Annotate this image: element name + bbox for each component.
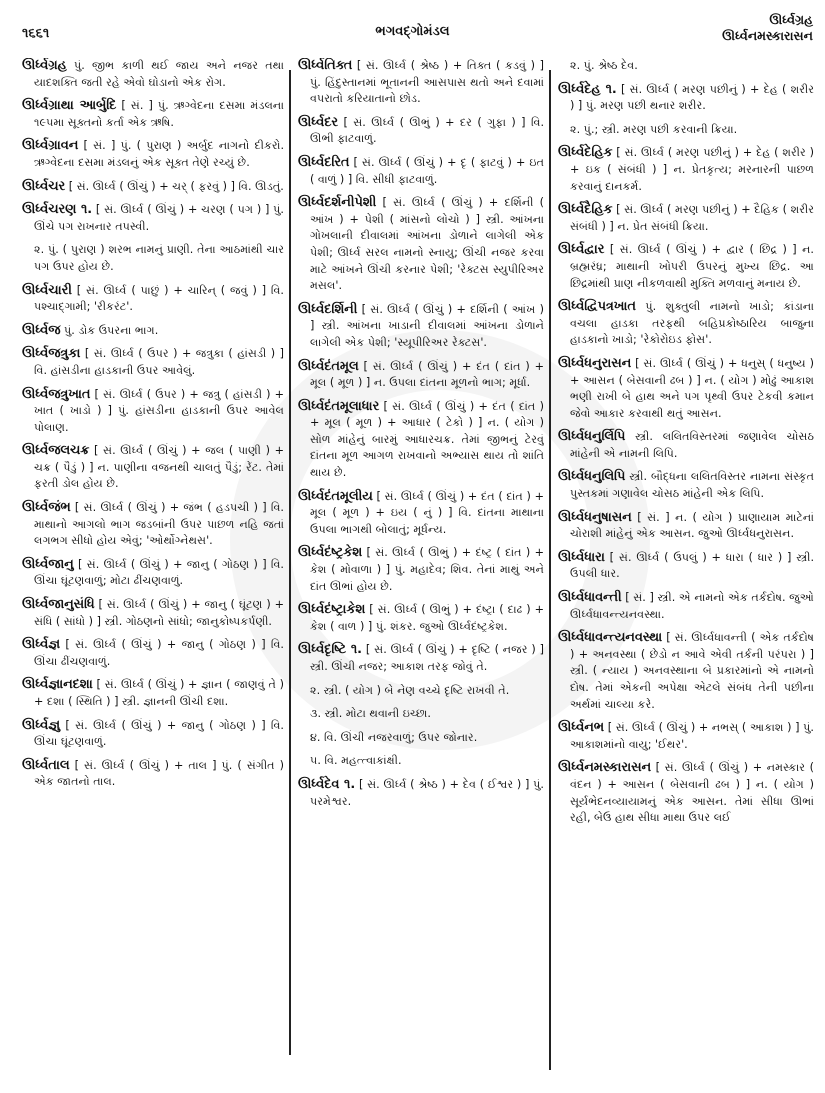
column-1 — [22, 58, 284, 1093]
definition: [ સં. ઊર્ધ્વ ( મરણ પછીનું ) + દેહ ( શરીર ) ] પું. મરણ પછી થનાર શરીર. — [570, 82, 814, 113]
headword: ઊર્ધ્વગ્રાથા આર્બુદિ — [22, 98, 117, 114]
dictionary-columns — [0, 58, 825, 1093]
definition: [ સં. ઊર્ધ્વ ( શ્રેષ્ઠ ) + તિક્ત ( કડવું ) ] પું. હિંદુસ્તાનમાં ભૂતાનની આસપાસ થતો અને દવામાં વપરાતો કરિયાતાનો છોડ. — [310, 59, 544, 106]
dictionary-entry — [558, 469, 814, 502]
definition: પું. શુક્તુલી નામનો ખાડો; કાંડાના વચલા હાડકા તરફથી બહિપ્રકોષ્ઠારિય બાજુના હાડકાનો ખાડો; 'રેકોરોઇડ ફોસ'. — [570, 300, 814, 347]
dictionary-entry — [298, 195, 544, 295]
dictionary-entry — [558, 356, 814, 422]
headword: ઊર્ધ્વજંભ — [22, 500, 71, 516]
headword: ઊર્ધ્વદ્વિપત્રખાત — [558, 299, 636, 315]
headword: ઊર્ધ્વજ્ઞાનદશા — [22, 677, 93, 693]
dictionary-entry — [558, 299, 814, 349]
dictionary-entry — [22, 138, 284, 171]
dictionary-entry — [22, 557, 284, 590]
headword: ઊર્ધ્વતિક્ત — [298, 58, 353, 73]
definition: [ સં. ઊર્ધ્વ ( ઉપર ) + જત્રુ ( હાંસડી ) + ખાત ( ખાડો ) ] પું. હાંસડીના હાડકાની ઉપર આવેલ પોલાણ. — [34, 387, 284, 434]
dictionary-entry — [22, 677, 284, 710]
definition: [ સં. ઊર્ધ્વ ( ઉપર ) + જત્રુકા ( હાંસડી ) ] વિ. હાંસડીના હાડકાની ઉપર આવેલું. — [34, 347, 284, 377]
headword: ઊર્ધ્વદર્શિની — [298, 301, 358, 317]
page-number: ૧૬૬૧ — [22, 26, 50, 41]
headword: ઊર્ધ્વદેહિક — [558, 145, 613, 161]
definition: [ સં. ઊર્ધ્વ ( ઊંચું ) + નમસ્કાર ( વંદન ) + આસન ( બેસવાની ઢબ ) ] ન. ( યોગ ) સૂર્યભેદનવ્યાયામનું એક આસન. તેમાં સીધા ઊભાં રહી, બેઉ હાથ સીધા માથા ઉપર લઈ — [570, 761, 814, 825]
dictionary-entry — [298, 115, 544, 148]
headword: ઊર્ધ્વદર — [298, 114, 339, 130]
book-title: ભગવદ્ગોમંડલ — [375, 24, 450, 39]
headword: ઊર્ધ્વચર — [22, 178, 66, 194]
dictionary-entry — [22, 323, 284, 340]
dictionary-entry — [558, 145, 814, 195]
definition: [ સં. ઊર્ધ્વ ( ઊંચું ) + ચરણ ( પગ ) ] પું. ઊંચે પગ રાખનાર તપસ્વી. — [34, 203, 284, 233]
dictionary-sense: ૫. વિ. મહત્ત્વાકાંક્ષી. — [310, 754, 402, 768]
dictionary-entry — [298, 58, 544, 108]
dictionary-entry — [558, 630, 814, 713]
definition: [ સં. ઊર્ધ્વ ( ઊંચું ) + દર્શિની ( આંખ ) + પેશી ( માંસનો લોચો ) ] સ્ત્રી. આંખના ગોખલાની દીવાલમાં આંખના ડોળાને લાગેલી એક પેશી; ઊર્ધ્વ સરલ નામનો સ્નાયુ; ઊંચી નજર કરવા માટે આંખને ઊંચી કરનાર પેશી; 'રેક્ટસ સ્યુપીરિઅર મસલ'. — [310, 196, 544, 293]
headword: ઊર્ધ્વધનુલિપિ — [558, 469, 626, 485]
headword: ઊર્ધ્વજ્ઞ — [22, 637, 60, 653]
headword: ઊર્ધ્વદર્શનીપેશી — [298, 195, 377, 211]
dictionary-entry — [298, 489, 544, 539]
definition: [ સં. ] પું. ઋગ્વેદના દસમા મંડલના ૧૯૫મા સૂક્તનો કર્તા એક ઋષિ. — [34, 99, 284, 129]
dictionary-entry — [22, 98, 284, 131]
definition: [ સં. ઊર્ધ્વ ( ઊંચું ) + જાનુ ( ગોઠણ ) ] વિ. ઊંચા ઘૂંટણવાળું; મોટા ઢીંચણવાળું. — [34, 557, 284, 588]
dictionary-entry — [22, 58, 284, 91]
dictionary-entry — [22, 202, 284, 235]
dictionary-entry — [298, 155, 544, 188]
definition: [ સં. ઊર્ધ્વ ( ઊંચું ) + ધનુસ્ ( ધનુષ્ય ) + આસન ( બેસવાની ઢબ ) ] ન. ( યોગ ) મોઢું આકાશ ભણી રાખી બે હાથ અને પગ પૃથ્વી ઉપર ટેકવી કમાન જેવો આકાર કરવાથી થતું આસન. — [570, 356, 814, 420]
definition: [ સં. ઊર્ધ્વ ( ઊંચું ) + દંત ( દાંત ) + મૂલ ( મૂળ ) + આધાર ( ટેકો ) ] ન. ( યોગ ) સોળ માંહેનું બારમું આધારચક્ર. તેમાં જીભનું ટેરવું દાંતના મૂળ આગળ રાખવાનો અભ્યાસ થાય તો શાંતિ થાય છે. — [310, 399, 544, 480]
headword: ઊર્ધ્વદંતમૂલાધાર — [298, 398, 380, 414]
definition: [ સં. ઊર્ધ્વ ( શ્રેષ્ઠ ) + દેવ ( ઈશ્વર ) ] પું. પરમેશ્વર. — [310, 777, 544, 808]
dictionary-entry — [558, 242, 814, 292]
dictionary-entry — [298, 399, 544, 482]
definition: [ સં. ઊર્ધ્વ ( મરણ પછીનું ) + દેહ ( શરીર ) + ઇક ( સંબંધી ) ] ન. પ્રેતકૃત્ય; મરનારની પાછળ કરવાનું દાનકર્મ. — [570, 146, 814, 193]
definition: [ સં. ઊર્ધ્વ ( ઊંચું ) + દંત ( દાંત ) + મૂલ ( મૂળ ) + ઇય ( નું ) ] વિ. દાંતના માથાના ઉપલા ભાગથી બોલાતું; મૂર્ધન્ય. — [310, 489, 544, 536]
dictionary-sense: ૪. વિ. ઊંચી નજરવાળું; ઉપર જોનાર. — [310, 730, 478, 744]
dictionary-entry — [22, 637, 284, 670]
headword: ઊર્ધ્વધારા — [558, 549, 605, 565]
dictionary-entry — [298, 777, 544, 810]
dictionary-entry — [298, 302, 544, 352]
definition: [ સં. ઊર્ધ્વ ( ઊંચું ) + દંત ( દાંત ) + મૂલ ( મૂળ ) ] ન. ઉપલા દાંતના મૂળનો ભાગ; મૂર્ધા. — [310, 359, 544, 390]
headword: ઊર્ધ્વજત્રુખાત — [22, 386, 91, 402]
definition: [ સં. ઊર્ધ્વ ( ઊભું ) + દંષ્ટ્રા ( દાઢ ) + કેશ ( વાળ ) ] પું. શંકર. જુઓ ઊર્ધ્વદંષ્ટ્રકેશ. — [310, 603, 544, 633]
dictionary-entry — [22, 758, 284, 791]
headword: ઊર્ધ્વજ — [22, 322, 61, 338]
headword: ઊર્ધ્વગ્રાવન — [22, 138, 79, 154]
definition: [ સં. ઊર્ધ્વ ( ઊંચું ) + જ્ઞાન ( જાણવું તે ) + દશા ( સ્થિતિ ) ] સ્ત્રી. જ્ઞાનની ઊંચી દશા. — [34, 678, 284, 708]
definition: સ્ત્રી. લલિતવિસ્તરમાં જણાવેલ ચોસઠ માંહેની એ નામની લિપિ. — [570, 430, 814, 460]
dictionary-entry — [558, 202, 814, 235]
headword: ઊર્ધ્વધાવન્ત્યનવસ્થા — [558, 630, 663, 646]
headword: ઊર્ધ્વદૃષ્ટિ ૧. — [298, 642, 363, 658]
dictionary-entry — [22, 718, 284, 751]
definition: [ સં. ઊર્ધ્વ ( ઊંચું ) + જલ ( પાણી ) + ચક્ર ( પૈડું ) ] ન. પાણીના વજનથી ચાલતું પૈડું; રેંટ. તેમાં ફરતી ડોલ હોય છે. — [34, 444, 284, 491]
headword: ઊર્ધ્વજલચક્ર — [22, 443, 90, 459]
headword: ઊર્ધ્વદેહ ૧. — [558, 81, 617, 97]
definition: [ સં. ઊર્ધ્વ ( ઊંચું ) + દૃ ( ફાટવું ) + ઇત ( વાળું ) ] વિ. સીધી ફાટવાળું. — [310, 155, 544, 186]
definition: [ સં. ] પું. ( પુરાણ ) અર્બુદ નાગનો દીકરો. ઋગ્વેદના દસમા મંડલનું એક સૂક્ત તેણે રચ્યું છે. — [34, 139, 284, 169]
dictionary-sense: ૨. પું.; સ્ત્રી. મરણ પછી કરવાની ક્રિયા. — [570, 122, 738, 136]
headword: ઊર્ધ્વદંષ્ટ્રકેશ — [298, 545, 363, 561]
headword: ઊર્ધ્વદરિત — [298, 154, 350, 170]
definition: [ સં. ઊર્ધ્વ ( ઊંચું ) + દૃષ્ટિ ( નજર ) ] સ્ત્રી. ઊંચી નજર; આકાશ તરફ જોવું તે. — [310, 643, 544, 673]
definition: [ સં. ઊર્ધ્વ ( ઊંચું ) + દર્શિની ( આંખ ) ] સ્ત્રી. આંખના ખાડાની દીવાલમાં આંખના ડોળાને લાગેલી એક પેશી; 'સ્યૂપીરિઅર રેક્ટસ'. — [310, 302, 544, 349]
dictionary-sense: ૨. પું. શ્રેષ્ઠ દેવ. — [570, 59, 638, 72]
headword: ઊર્ધ્વચરણ ૧. — [22, 202, 93, 218]
definition: [ સં. ઊર્ધ્વ ( મરણ પછીનું ) + દૈહિક ( શરીર સંબંધી ) ] ન. પ્રેત સંબંધી ક્રિયા. — [570, 203, 814, 233]
dictionary-entry — [22, 387, 284, 437]
dictionary-entry — [22, 500, 284, 550]
headword: ઊર્ધ્વજત્રુકા — [22, 346, 81, 362]
definition: [ સં. ઊર્ધ્વ ( ઊંચું ) + ચર્ ( ફરવું ) ] વિ. ઊડતું. — [65, 179, 284, 193]
dictionary-entry — [558, 429, 814, 462]
headword: ઊર્ધ્વધાવન્તી — [558, 590, 622, 606]
definition: [ સં. ઊર્ધ્વ ( ઊંચું ) + તાલ ] પું. ( સંગીત ) એક જાતનો તાલ. — [34, 758, 284, 789]
definition: [ સં. ઊર્ધ્વ ( ઊંચું ) + જાનુ ( ગોઠણ ) ] વિ. ઊંચા ઘૂંટણવાળું. — [34, 718, 284, 749]
dictionary-entry — [558, 720, 814, 753]
headword: ઊર્ધ્વતાલ — [22, 757, 70, 773]
definition: [ સં. ઊર્ધ્વ ( ઊંચું ) + જંભ ( હડપચી ) ] વિ. માથાનો આગલો ભાગ જડબાંની ઉપર પાછળ નહિ જતાં લગભગ સીધો હોય એવું; 'ઓર્થોગ્નેથસ'. — [34, 501, 284, 548]
dictionary-entry — [558, 590, 814, 623]
dictionary-sense: ૩. સ્ત્રી. મોટા થવાની ઇચ્છા. — [310, 707, 431, 721]
headword: ઊર્ધ્વધનુર્લિપિ — [558, 429, 626, 445]
dictionary-entry — [22, 179, 284, 196]
guide-word-first: ઊર્ધ્વગ્રહ — [769, 12, 813, 27]
dictionary-entry — [22, 443, 284, 493]
headword: ઊર્ધ્વનભ — [558, 720, 605, 736]
dictionary-entry — [558, 760, 814, 826]
dictionary-entry — [558, 82, 814, 115]
headword: ઊર્ધ્વદેવ ૧. — [298, 776, 356, 792]
headword: ઊર્ધ્વજાનુસંધિ — [22, 597, 95, 613]
headword: ઊર્ધ્વધનુષાસન — [558, 509, 632, 525]
guide-words — [722, 12, 813, 44]
page-header — [0, 0, 825, 56]
headword: ઊર્ધ્વદ્વાર — [558, 242, 605, 258]
headword: ઊર્ધ્વનમસ્કારાસન — [558, 760, 651, 776]
dictionary-entry — [22, 283, 284, 316]
dictionary-entry — [558, 510, 814, 543]
headword: ઊર્ધ્વદંષ્ટ્રાકેશ — [298, 602, 366, 618]
dictionary-entry — [298, 359, 544, 392]
headword: ઊર્ધ્વજાનુ — [22, 556, 74, 572]
dictionary-sense: ૨. પું. ( પુરાણ ) શરભ નામનું પ્રાણી. તેના આઠમાંથી ચાર પગ ઉપર હોય છે. — [34, 243, 284, 273]
headword: ઊર્ધ્વચારી — [22, 282, 72, 298]
definition: [ સં. ઊર્ધ્વ ( ઊંચું ) + દ્વાર ( છિદ્ર ) ] ન. બ્રહ્મરંધ્ર; માથાની ખોપરી ઉપરનું મુખ્ય છિદ્ર. આ છિદ્રમાંથી પ્રાણ નીકળવાથી મુક્તિ મળવાનું મનાય છે. — [570, 243, 814, 290]
definition: [ સં. ઊર્ધ્વ ( ઉપલું ) + ધારા ( ધાર ) ] સ્ત્રી. ઉપલી ધાર. — [570, 550, 814, 581]
dictionary-entry — [558, 550, 814, 583]
definition: [ સં. ઊર્ધ્વ ( ઊભું ) + દર ( ગુફા ) ] વિ. ઊભી ફાટવાળું. — [310, 115, 544, 146]
definition: [ સં. ઊર્ધ્વધાવન્તી ( એક તર્કદોષ ) + અનવસ્થા ( છેડો ન આવે એવી તર્કની પરંપરા ) ] સ્ત્રી. ( ન્યાય ) અનવસ્થાના બે પ્રકારમાંનો એ નામનો દોષ. તેમાં એકની અપેક્ષા એટલે સંબંધ તેની પછીના અર્થમાં ચાલ્યા કરે. — [570, 631, 814, 711]
headword: ઊર્ધ્વદંતમૂલીય — [298, 488, 373, 504]
definition: [ સં. ઊર્ધ્વ ( પાછું ) + ચારિન્ ( જવું ) ] વિ. પશ્ચાદ્ગામી; 'રીકરંટ'. — [34, 283, 284, 314]
definition: [ સં. ઊર્ધ્વ ( ઊંચું ) + જાનુ ( ગોઠણ ) ] વિ. ઊંચા ઢીંચણવાળું. — [34, 638, 284, 668]
dictionary-sense: ૨. સ્ત્રી. ( યોગ ) બે નેણ વચ્ચે દૃષ્ટિ રાખવી તે. — [310, 683, 510, 697]
definition: [ સં. ઊર્ધ્વ ( ઊંચું ) + જાનુ ( ઘૂંટણ ) + સંધિ ( સાંધો ) ] સ્ત્રી. ગોઠણનો સાંધો; જાનુકોષ્પકર્પણી. — [34, 598, 284, 628]
headword: ઊર્ધ્વધનુરાસન — [558, 355, 632, 371]
definition: પું. ડોક ઉપરના ભાગ. — [60, 323, 159, 337]
definition: પું. જીભ કાળી થઈ જાય અને નજર તથા યાદશક્તિ જતી રહે એવો ઘોડાનો એક રોગ. — [34, 59, 284, 89]
definition: [ સં. ઊર્ધ્વ ( ઊભું ) + દંષ્ટ્ર ( દાંત ) + કેશ ( મોવાળા ) ] પું. મહાદેવ; શિવ. તેનાં માથું અને દાંત ઊભાં હોય છે. — [310, 546, 544, 593]
column-3 — [558, 58, 814, 1093]
dictionary-entry — [22, 346, 284, 379]
definition: [ સં. ] ન. ( યોગ ) પ્રાણાયામ માટેનાં ચોરાશી માંહેનું એક આસન. જુઓ ઊર્ધ્વધનુરાસન. — [570, 510, 814, 541]
column-2 — [298, 58, 544, 1093]
dictionary-entry — [22, 597, 284, 630]
dictionary-entry — [298, 642, 544, 675]
headword: ઊર્ધ્વદંતમૂલ — [298, 358, 359, 374]
headword: ઊર્ધ્વગ્રહ — [22, 58, 67, 73]
definition: [ સં. ] સ્ત્રી. એ નામનો એક તર્કદોષ. જુઓ ઊર્ધ્વધાવન્ત્યનવસ્થા. — [570, 591, 814, 621]
headword: ઊર્ધ્વજ્ઞુ — [22, 717, 60, 733]
dictionary-entry — [298, 545, 544, 595]
headword: ઊર્ધ્વદૈહિક — [558, 202, 613, 218]
definition: સ્ત્રી. બૌદ્ધના લલિતવિસ્તર નામના સંસ્કૃત પુસ્તકમાં ગણાવેલ ચોસઠ માંહેની એક લિપિ. — [570, 470, 814, 501]
definition: [ સં. ઊર્ધ્વ ( ઊંચું ) + નભસ્ ( આકાશ ) ] પું. આકાશમાંનો વાયુ; 'ઈથર'. — [570, 721, 814, 751]
guide-word-last: ઊર્ધ્વનમસ્કારાસન — [722, 28, 813, 43]
dictionary-entry — [298, 602, 544, 635]
